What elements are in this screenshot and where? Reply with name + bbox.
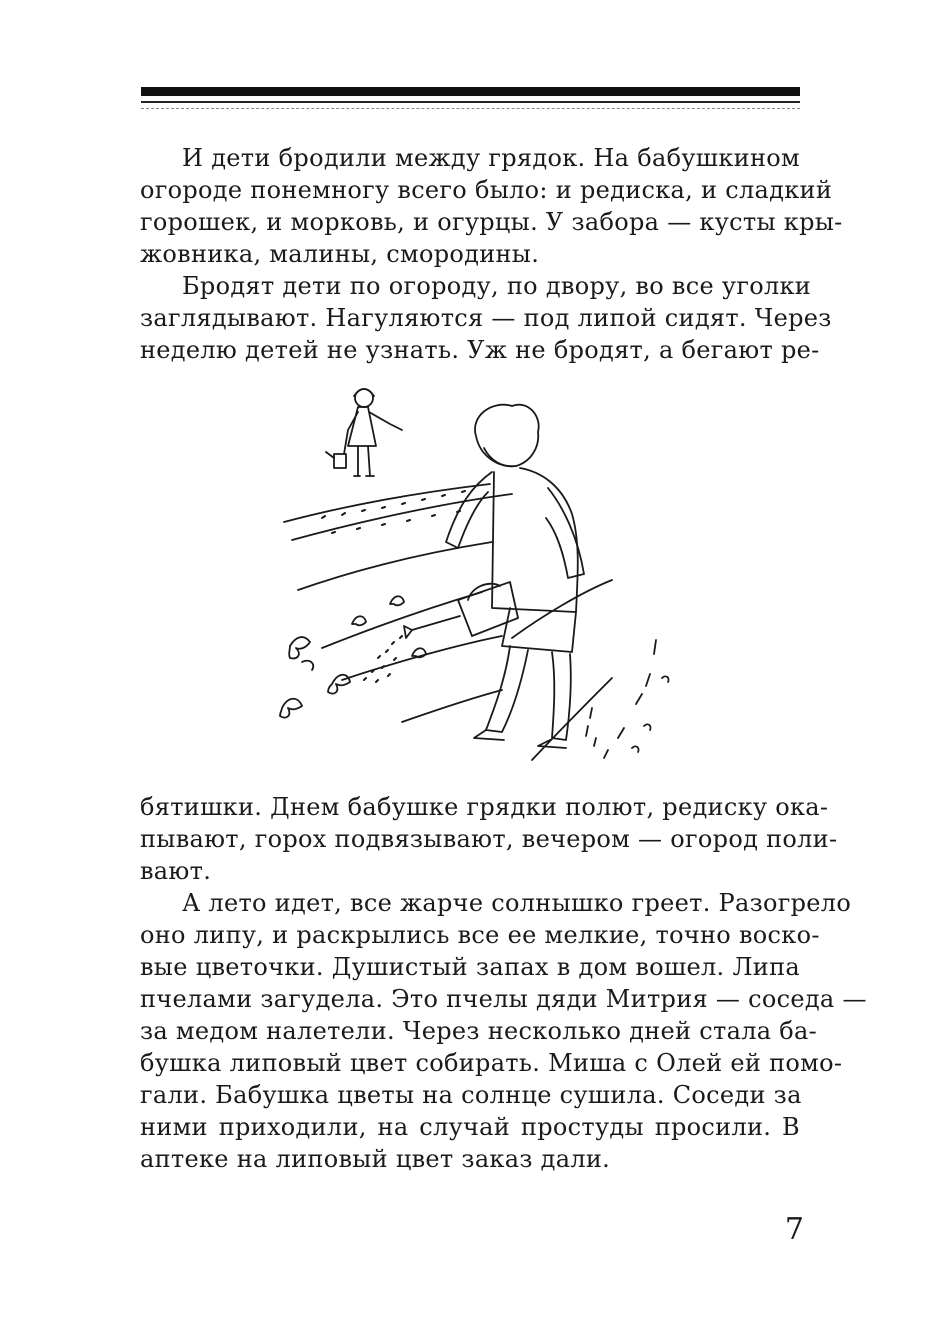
text-block-bottom bbox=[140, 791, 867, 1175]
text-line: за медом налетели. Через несколько дней стала ба- bbox=[140, 1017, 818, 1045]
boy-figure bbox=[404, 405, 584, 748]
text-line: бятишки. Днем бабушке грядки полют, редиску ока- bbox=[140, 793, 829, 821]
text-line: аптеке на липовый цвет заказ дали. bbox=[140, 1145, 611, 1173]
text-line: И дети бродили между грядок. На бабушкином bbox=[182, 144, 800, 172]
text-line: заглядывают. Нагуляются — под липой сидят. Через bbox=[140, 304, 832, 332]
text-line: А лето идет, все жарче солнышко греет. Разогрело bbox=[182, 889, 852, 917]
text-line: горошек, и морковь, и огурцы. У забора — кусты кры- bbox=[140, 208, 843, 236]
text-line: жовника, малины, смородины. bbox=[140, 240, 540, 268]
text-line: вают. bbox=[140, 857, 212, 885]
text-line: вые цветочки. Душистый запах в дом вошел. Липа bbox=[140, 953, 800, 981]
text-line: неделю детей не узнать. Уж не бродят, а бегают ре- bbox=[140, 336, 820, 364]
text-line: пчелами загудела. Это пчелы дяди Митрия — соседа — bbox=[140, 985, 867, 1013]
header-rule-thin bbox=[141, 101, 800, 103]
text-line: ними приходили, на случай простуды просили. В bbox=[140, 1113, 800, 1141]
text-line: огороде понемногу всего было: и редиска, и сладкий bbox=[140, 176, 833, 204]
text-line: гали. Бабушка цветы на солнце сушила. Соседи за bbox=[140, 1081, 802, 1109]
text-block-top bbox=[140, 142, 843, 366]
girl-figure bbox=[326, 389, 402, 476]
text-line: бушка липовый цвет собирать. Миша с Олей ей помо- bbox=[140, 1049, 843, 1077]
header-rule-dashed bbox=[141, 108, 800, 109]
text-line: Бродят дети по огороду, по двору, во все уголки bbox=[182, 272, 812, 300]
header-rule-thick bbox=[141, 87, 800, 96]
page-number: 7 bbox=[784, 1212, 804, 1247]
text-line: оно липу, и раскрылись все ее мелкие, точно воско- bbox=[140, 921, 820, 949]
text-line: пывают, горох подвязывают, вечером — огород поли- bbox=[140, 825, 838, 853]
garden-illustration bbox=[262, 378, 682, 778]
